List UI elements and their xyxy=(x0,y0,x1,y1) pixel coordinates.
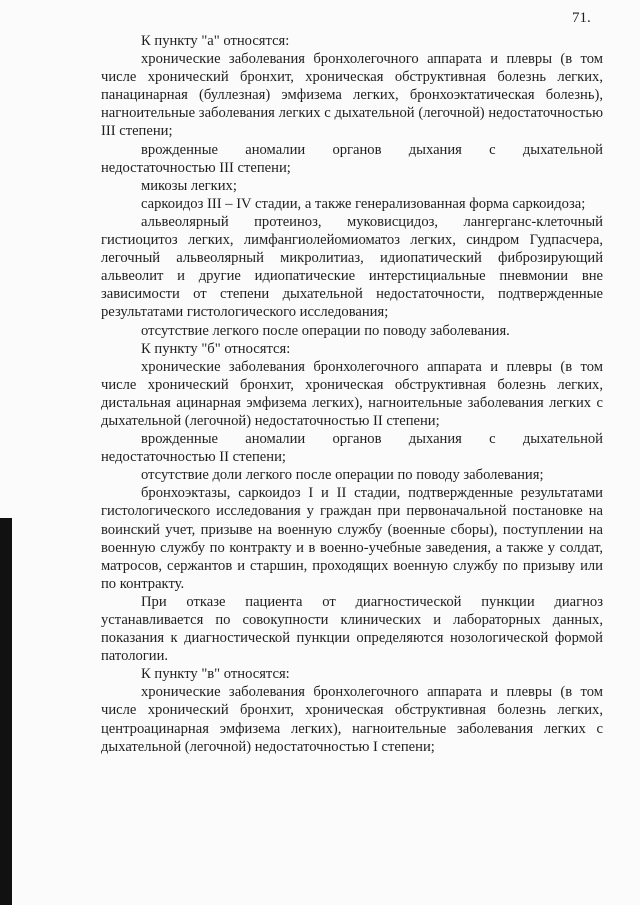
paragraph-point-b-heading: К пункту "б" относятся: xyxy=(141,340,291,357)
paragraph: врожденные аномалии органов дыхания с дыхательной недостаточностью III степени; xyxy=(101,141,603,176)
page-number: 71. xyxy=(572,10,591,26)
paragraph: врожденные аномалии органов дыхания с дыхательной недостаточностью II степени; xyxy=(101,431,603,466)
document-body xyxy=(101,32,603,756)
paragraph: хронические заболевания бронхолегочного аппарата и плевры (в том числе хронический бронхит, хроническая обструктивная болезнь легких, панацинарная (буллезная) эмфизема легких, бронхоэктатическая болезнь), нагноительные заболевания легких с дыхательной (легочной) недостаточностью III степени; xyxy=(101,51,603,140)
paragraph: бронхоэктазы, саркоидоз I и II стадии, подтвержденные результатами гистологического исследования у граждан при первоначальной постановке на воинский учет, призыве на военную службу (военные сборы), поступлении на военную службу по контракту и в военно-учебные заведения, а также у солдат, матросов, сержантов и старшин, проходящих военную службу по призыву или по контракту. xyxy=(101,485,603,592)
paragraph: отсутствие доли легкого после операции по поводу заболевания; xyxy=(141,467,544,484)
paragraph: микозы легких; xyxy=(141,177,237,194)
paragraph: отсутствие легкого после операции по поводу заболевания. xyxy=(141,322,510,339)
paragraph-point-v-heading: К пункту "в" относятся: xyxy=(141,666,290,683)
paragraph: альвеолярный протеиноз, муковисцидоз, лангерганс-клеточный гистиоцитоз легких, лимфангиолейомиоматоз легких, синдром Гудпасчера, легочный альвеолярный микролитиаз, идиопатический фиброзирующий альвеолит и другие идиопатические интерстициальные пневмонии вне зависимости от степени дыхательной недостаточности, подтвержденные результатами гистологического исследования; xyxy=(101,213,603,321)
paragraph: При отказе пациента от диагностической пункции диагноз устанавливается по совокупности клинических и лабораторных данных, показания к диагностической пункции определяются нозологической формой патологии. xyxy=(101,593,603,665)
scan-edge-shadow xyxy=(0,518,12,905)
paragraph: хронические заболевания бронхолегочного аппарата и плевры (в том числе хронический бронхит, хроническая обструктивная болезнь легких, дистальная ацинарная эмфизема легких), нагноительные заболевания легких с дыхательной (легочной) недостаточностью II степени; xyxy=(101,358,603,429)
paragraph-point-a-heading: К пункту "а" относятся: xyxy=(141,33,290,49)
paragraph: хронические заболевания бронхолегочного аппарата и плевры (в том числе хронический бронхит, хроническая обструктивная болезнь легких, центроацинарная эмфизема легких), нагноительные заболевания легких с дыхательной (легочной) недостаточностью I степени; xyxy=(101,684,603,755)
paragraph: саркоидоз III – IV стадии, а также генерализованная форма саркоидоза; xyxy=(141,195,586,212)
